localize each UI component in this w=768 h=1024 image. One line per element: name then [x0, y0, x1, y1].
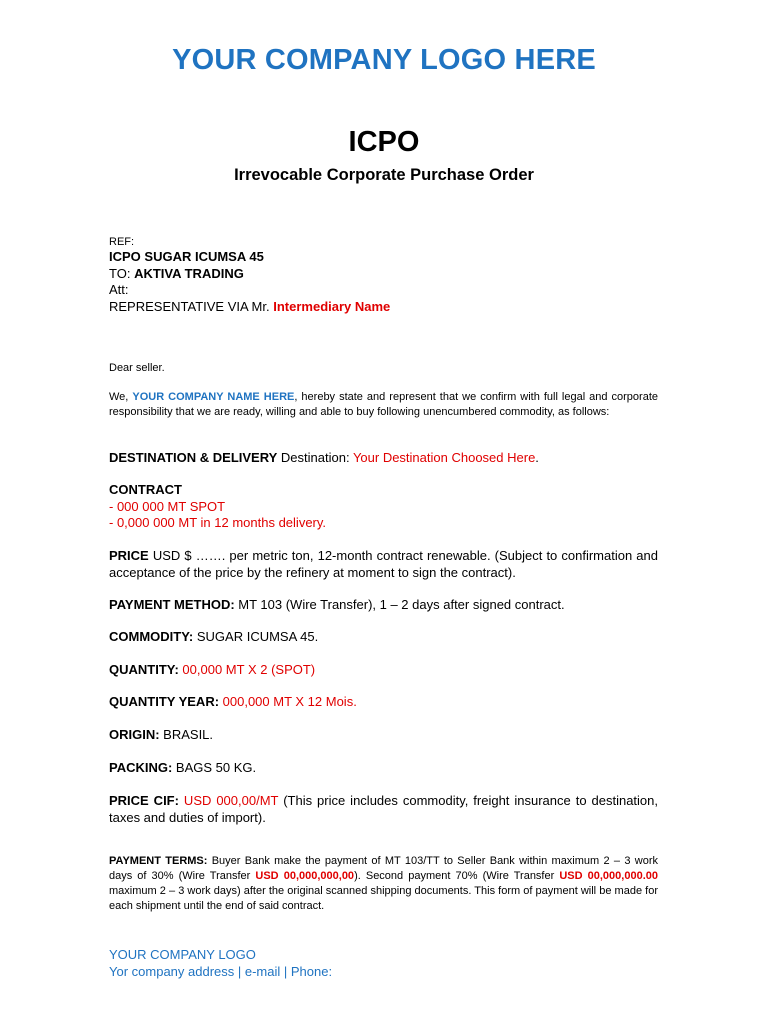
payment-amount-first: USD 00,000,000,00: [255, 870, 355, 882]
ref-section: [109, 249, 658, 315]
footer-logo-text: YOUR COMPANY LOGO: [109, 947, 256, 962]
payment-method-line: [109, 597, 658, 614]
footer-contact-line: Yor company address | e-mail | Phone:: [109, 963, 333, 979]
quantity-label: QUANTITY:: [109, 662, 179, 677]
ref-label: REF:: [109, 236, 135, 248]
destination-label: DESTINATION & DELIVERY: [109, 450, 278, 465]
packing-label: PACKING:: [109, 760, 173, 775]
representative-line: [109, 299, 658, 316]
packing-text: BAGS 50 KG.: [172, 760, 257, 775]
payment-method-text: MT 103 (Wire Transfer), 1 – 2 days after signed contract.: [234, 597, 565, 612]
contract-label: CONTRACT: [109, 482, 182, 497]
payment-terms-text2: ). Second payment 70% (Wire Transfer: [354, 870, 560, 882]
document-subtitle: Irrevocable Corporate Purchase Order: [234, 166, 534, 184]
to-value: AKTIVA TRADING: [134, 265, 244, 281]
rep-label: REPRESENTATIVE VIA Mr.: [109, 298, 270, 314]
commodity-label: COMMODITY:: [109, 629, 194, 644]
intro-we: We,: [109, 391, 129, 403]
contract-line-delivery: - 0,000 000 MT in 12 months delivery.: [109, 515, 327, 530]
destination-value: Your Destination Choosed Here: [352, 450, 536, 465]
quantity-year-label: QUANTITY YEAR:: [109, 694, 220, 709]
to-line: [109, 266, 658, 283]
packing-line: [109, 760, 658, 777]
att-line: Att:: [109, 282, 129, 297]
buyer-company-name: YOUR COMPANY NAME HERE: [132, 391, 295, 403]
payment-method-label: PAYMENT METHOD:: [109, 597, 235, 612]
price-cif-paragraph: [109, 793, 658, 826]
origin-line: [109, 727, 658, 744]
destination-line: [109, 450, 658, 467]
origin-label: ORIGIN:: [109, 727, 160, 742]
intro-statement: , hereby state and represent that we confirm with full legal and corporate responsibility that we are ready, willing and able to buy following unencumbered commodity, as follows:: [109, 391, 659, 418]
company-logo-placeholder: YOUR COMPANY LOGO HERE: [172, 44, 596, 76]
intermediary-name: Intermediary Name: [273, 298, 391, 314]
intro-paragraph: [109, 390, 658, 420]
payment-terms-label: PAYMENT TERMS:: [109, 855, 208, 867]
origin-text: BRASIL.: [159, 727, 214, 742]
quantity-year-value: 000,000 MT X 12 Mois.: [219, 694, 357, 709]
price-cif-label: PRICE CIF:: [109, 793, 179, 808]
footer: [109, 947, 658, 980]
payment-terms-paragraph: [109, 854, 658, 914]
contract-line-spot: - 000 000 MT SPOT: [109, 498, 226, 514]
destination-end: .: [535, 450, 539, 465]
ref-line: ICPO SUGAR ICUMSA 45: [109, 249, 264, 264]
price-cif-text: (This price includes commodity, freight insurance to destination, taxes and duties of import).: [109, 793, 658, 825]
quantity-value: 00,000 MT X 2 (SPOT): [178, 662, 316, 677]
to-label: TO:: [109, 265, 131, 281]
contract-section: [109, 482, 658, 532]
commodity-text: SUGAR ICUMSA 45.: [193, 629, 319, 644]
price-paragraph: [109, 548, 658, 581]
payment-terms-text3: maximum 2 – 3 work days) after the original scanned shipping documents. This form of payment will be made for each shipment until the end of said contract.: [109, 885, 658, 912]
payment-amount-second: USD 00,000,000.00: [559, 870, 658, 882]
payment-terms-text1: Buyer Bank make the payment of MT 103/TT to Seller Bank within maximum 2 – 3 work days of 30% (Wire Transfer: [109, 855, 658, 882]
quantity-year-line: [109, 694, 658, 711]
price-label: PRICE: [109, 548, 149, 563]
document-title: ICPO: [348, 126, 420, 158]
commodity-line: [109, 629, 658, 646]
price-cif-value: USD 000,00/MT: [178, 793, 279, 808]
greeting: Dear seller.: [109, 362, 165, 374]
price-text: USD $ ……. per metric ton, 12-month contract renewable. (Subject to confirmation and acceptance of the price by the refinery at moment to sign the contract).: [109, 548, 658, 580]
quantity-line: [109, 662, 658, 679]
destination-text: Destination:: [277, 450, 353, 465]
